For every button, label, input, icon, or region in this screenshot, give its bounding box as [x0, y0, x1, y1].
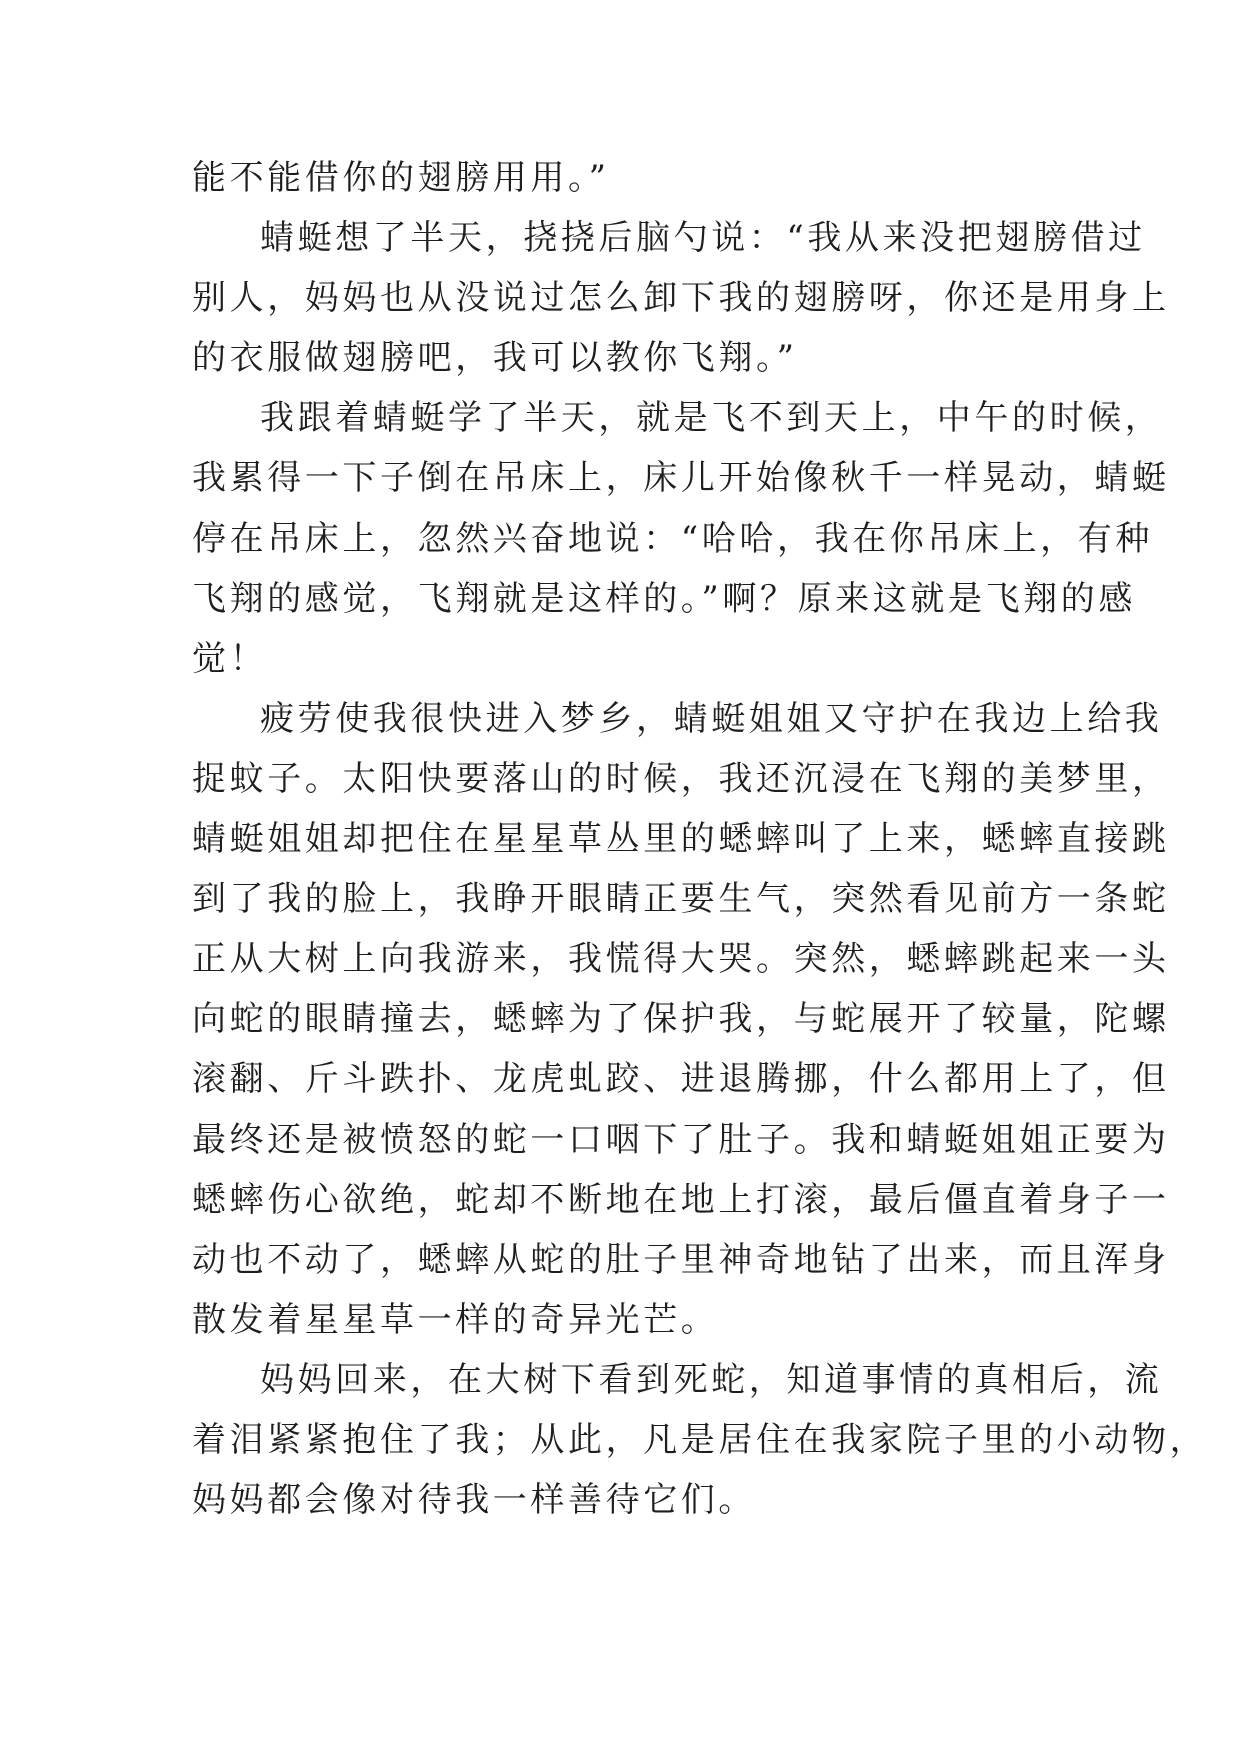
text-line: 向蛇的眼睛撞去，蟋蟀为了保护我，与蛇展开了较量，陀螺	[192, 999, 1170, 1040]
text-line: 蜻蜓姐姐却把住在星星草丛里的蟋蟀叫了上来，蟋蟀直接跳	[192, 819, 1170, 860]
body-text	[192, 148, 1208, 1530]
text-line: 我跟着蜻蜓学了半天，就是飞不到天上，中午的时候，	[260, 398, 1163, 439]
text-line: 着泪紧紧抱住了我；从此，凡是居住在我家院子里的小动物，	[192, 1419, 1208, 1460]
text-line: 妈妈回来，在大树下看到死蛇，知道事情的真相后，流	[260, 1359, 1163, 1400]
text-line: 动也不动了，蟋蟀从蛇的肚子里神奇地钻了出来，而且浑身	[192, 1239, 1170, 1280]
text-line: 觉！	[192, 638, 268, 679]
text-line: 停在吊床上，忽然兴奋地说：“哈哈，我在你吊床上，有种	[192, 518, 1153, 559]
text-line: 到了我的脸上，我睁开眼睛正要生气，突然看见前方一条蛇	[192, 879, 1170, 920]
text-line: 正从大树上向我游来，我慌得大哭。突然，蟋蟀跳起来一头	[192, 939, 1170, 980]
text-line: 蜻蜓想了半天，挠挠后脑勺说：“我从来没把翅膀借过	[260, 218, 1146, 259]
text-line: 疲劳使我很快进入梦乡，蜻蜓姐姐又守护在我边上给我	[260, 698, 1163, 739]
text-line: 飞翔的感觉，飞翔就是这样的。”啊？原来这就是飞翔的感	[192, 578, 1136, 619]
text-line: 蟋蟀伤心欲绝，蛇却不断地在地上打滚，最后僵直着身子一	[192, 1179, 1170, 1220]
text-line: 的衣服做翅膀吧，我可以教你飞翔。”	[192, 338, 798, 379]
text-line: 能不能借你的翅膀用用。”	[192, 158, 610, 198]
text-line: 滚翻、斤斗跌扑、龙虎虬跤、进退腾挪，什么都用上了，但	[192, 1059, 1170, 1100]
text-line: 散发着星星草一样的奇异光芒。	[192, 1299, 719, 1340]
text-line: 我累得一下子倒在吊床上，床儿开始像秋千一样晃动，蜻蜓	[192, 458, 1170, 499]
text-line: 别人，妈妈也从没说过怎么卸下我的翅膀呀，你还是用身上	[192, 278, 1170, 319]
text-line: 妈妈都会像对待我一样善待它们。	[192, 1480, 756, 1521]
text-line: 最终还是被愤怒的蛇一口咽下了肚子。我和蜻蜓姐姐正要为	[192, 1119, 1170, 1160]
text-line: 捉蚊子。太阳快要落山的时候，我还沉浸在飞翔的美梦里，	[192, 758, 1170, 799]
